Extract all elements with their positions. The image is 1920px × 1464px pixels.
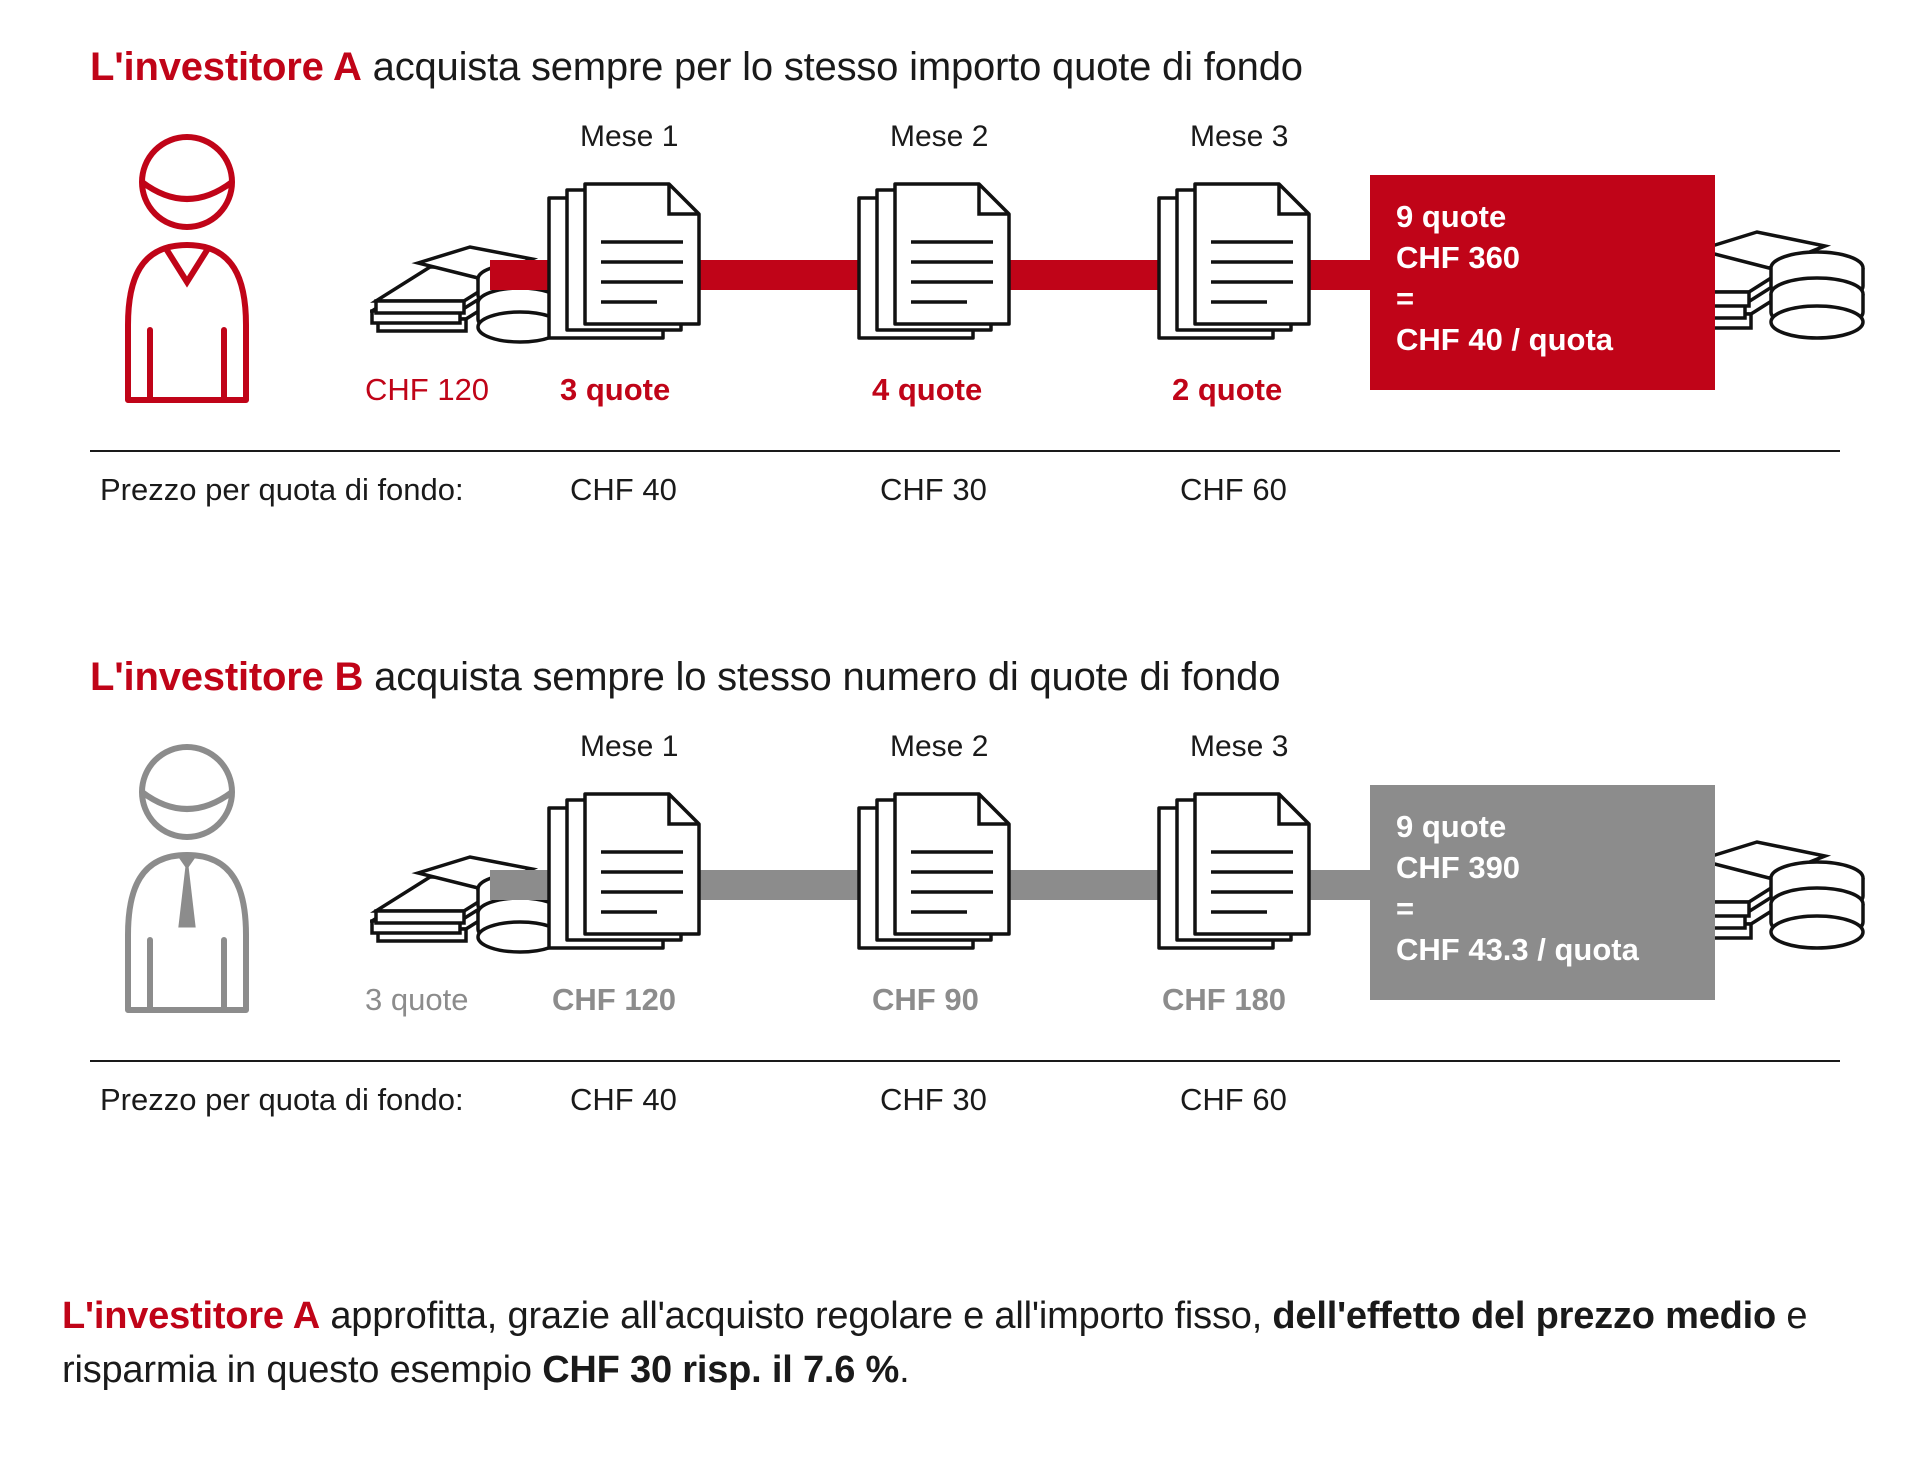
scenario-a-value-1: 3 quote <box>560 372 671 407</box>
scenario-b-documents-2 <box>855 790 1045 970</box>
scenario-investor-b <box>90 655 1840 1134</box>
scenario-investor-a <box>90 45 1840 524</box>
scenario-b-documents-3 <box>1155 790 1345 970</box>
conclusion-part-4: e risparmia in questo esempio <box>62 1295 1808 1391</box>
scenario-b-result-box <box>1370 785 1715 1000</box>
investor-b-person-icon <box>120 740 255 1015</box>
scenario-a-documents-1 <box>545 180 735 360</box>
conclusion-part-5: CHF 30 risp. il 7.6 % <box>542 1348 900 1391</box>
scenario-b-month-3-label: Mese 3 <box>1190 730 1289 763</box>
scenario-a-result-line-3: = <box>1396 280 1415 316</box>
scenario-b-title-accent: L'investitore B <box>90 655 364 699</box>
conclusion-part-2: approfitta, grazie all'acquisto regolare e all'importo fisso, <box>320 1295 1273 1337</box>
scenario-a-result-line-1: 9 quote <box>1396 199 1507 234</box>
scenario-a-title <box>90 45 1840 90</box>
scenario-b-result-line-1: 9 quote <box>1396 809 1507 844</box>
scenario-a-result-line-2: CHF 360 <box>1396 239 1521 275</box>
conclusion-accent: L'investitore A <box>62 1295 321 1337</box>
scenario-a-documents-3 <box>1155 180 1345 360</box>
scenario-a-month-3-label: Mese 3 <box>1190 120 1289 153</box>
scenario-a-price-label: Prezzo per quota di fondo: <box>100 472 464 507</box>
investor-a-person-icon <box>120 130 255 405</box>
conclusion-part-6: . <box>899 1348 910 1391</box>
scenario-b-value-2: CHF 90 <box>872 982 979 1017</box>
scenario-b-month-2-label: Mese 2 <box>890 730 989 763</box>
scenario-b-title-rest: acquista sempre lo stesso numero di quote di fondo <box>363 655 1281 699</box>
scenario-a-title-rest: acquista sempre per lo stesso importo quote di fondo <box>361 45 1303 89</box>
scenario-b-visual <box>90 730 1840 1060</box>
scenario-b-price-label: Prezzo per quota di fondo: <box>100 1082 464 1117</box>
scenario-a-value-2: 4 quote <box>872 372 983 407</box>
scenario-a-price-1: CHF 40 <box>570 472 677 507</box>
scenario-a-visual <box>90 120 1840 450</box>
scenario-a-price-2: CHF 30 <box>880 472 987 507</box>
scenario-a-value-3: 2 quote <box>1172 372 1283 407</box>
conclusion-text <box>62 1290 1862 1398</box>
scenario-b-result-line-4: CHF 43.3 / quota <box>1396 931 1639 967</box>
scenario-a-price-3: CHF 60 <box>1180 472 1287 507</box>
scenario-b-price-row <box>90 1062 1840 1134</box>
scenario-b-price-3: CHF 60 <box>1180 1082 1287 1117</box>
scenario-b-value-1: CHF 120 <box>552 982 677 1017</box>
investor-a-left-amount: CHF 120 <box>365 372 490 407</box>
scenario-b-result-line-2: CHF 390 <box>1396 849 1521 885</box>
scenario-a-documents-2 <box>855 180 1045 360</box>
investor-b-left-amount: 3 quote <box>365 982 469 1017</box>
scenario-b-value-3: CHF 180 <box>1162 982 1287 1017</box>
scenario-a-title-accent: L'investitore A <box>90 45 362 89</box>
scenario-b-month-1-label: Mese 1 <box>580 730 679 763</box>
scenario-b-title <box>90 655 1840 700</box>
scenario-b-price-2: CHF 30 <box>880 1082 987 1117</box>
scenario-a-result-box <box>1370 175 1715 390</box>
conclusion-part-3: dell'effetto del prezzo medio <box>1272 1295 1777 1337</box>
scenario-b-price-1: CHF 40 <box>570 1082 677 1117</box>
scenario-a-month-1-label: Mese 1 <box>580 120 679 153</box>
scenario-a-month-2-label: Mese 2 <box>890 120 989 153</box>
scenario-b-result-line-3: = <box>1396 890 1415 926</box>
scenario-a-result-line-4: CHF 40 / quota <box>1396 321 1614 357</box>
scenario-a-price-row <box>90 452 1840 524</box>
scenario-b-documents-1 <box>545 790 735 970</box>
